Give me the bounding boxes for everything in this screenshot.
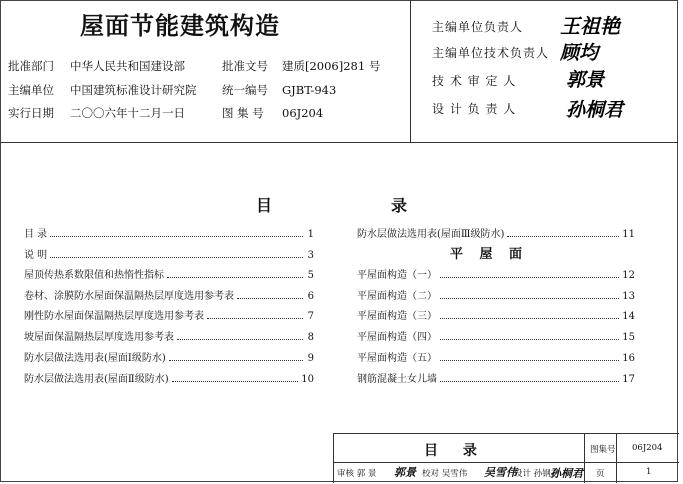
header-row-chief-unit: 主编单位 中国建筑标准设计研究院 统一编号 GJBT-943 [8, 83, 337, 97]
page-number: 1 [646, 467, 652, 477]
toc-item[interactable]: 坡屋面保温隔热层厚度选用参考表 8 [24, 332, 314, 343]
toc-item[interactable]: 目 录 1 [24, 229, 314, 240]
header-row-effective-date: 实行日期 二〇〇六年十二月一日 图 集 号 06J204 [8, 106, 324, 120]
page-label: 页 [596, 469, 605, 479]
toc-item[interactable]: 平屋面构造（一） 12 [357, 270, 635, 281]
atlas-no-value: 06J204 [632, 443, 663, 453]
checker-signature: 吴雪伟 [484, 466, 517, 479]
toc-item[interactable]: 防水层做法选用表(屋面Ⅲ级防水) 11 [357, 229, 635, 240]
toc-item[interactable]: 平屋面构造（三） 14 [357, 311, 635, 322]
reviewer-signature: 郭景 [394, 466, 416, 479]
role-technical-reviewer: 技 术 审 定 人 [432, 74, 517, 88]
toc-item[interactable]: 卷材、涂膜防水屋面保温隔热层厚度选用参考表 6 [24, 291, 314, 302]
toc-item[interactable]: 说 明 3 [24, 250, 314, 261]
signature-3: 郭景 [566, 69, 605, 91]
toc-item[interactable]: 平屋面构造（二） 13 [357, 291, 635, 302]
toc-title-right: 录 [391, 196, 410, 215]
checker-field: 校对 吴雪伟 [422, 469, 468, 479]
atlas-title: 屋面节能建筑构造 [80, 12, 280, 40]
title-block-title: 目 录 [424, 443, 487, 459]
header-info-block [0, 0, 411, 143]
reviewer-field: 审核 郭 景 [337, 469, 377, 479]
toc-item[interactable]: 钢筋混凝土女儿墙 17 [357, 374, 635, 385]
role-chief-tech-head: 主编单位技术负责人 [432, 46, 550, 60]
role-chief-unit-head: 主编单位负责人 [432, 20, 524, 34]
header-row-approval-dept: 批准部门 中华人民共和国建设部 批准文号 建质[2006]281 号 [8, 59, 381, 73]
toc-item[interactable]: 防水层做法选用表(屋面Ⅰ级防水) 9 [24, 353, 314, 364]
signature-2: 顾均 [560, 42, 599, 64]
toc-item[interactable]: 刚性防水屋面保温隔热层厚度选用参考表 7 [24, 311, 314, 322]
toc-title-left: 目 [256, 196, 275, 215]
toc-item[interactable]: 防水层做法选用表(屋面Ⅱ级防水) 10 [24, 374, 314, 385]
toc-item[interactable]: 屋顶传热系数限值和热惰性指标 5 [24, 270, 314, 281]
signature-1: 王祖艳 [560, 14, 620, 38]
toc-item[interactable]: 平屋面构造（五） 16 [357, 353, 635, 364]
atlas-no-label: 图集号 [590, 445, 616, 455]
designer-field: 设计 孙钢君 [514, 469, 560, 479]
designer-signature: 孙桐君 [550, 467, 583, 480]
title-block [333, 433, 679, 483]
section-heading-flat-roof: 平 屋 面 [450, 247, 529, 262]
role-design-head: 设 计 负 责 人 [432, 102, 517, 116]
signature-4: 孙桐君 [566, 99, 624, 121]
toc-item[interactable]: 平屋面构造（四） 15 [357, 332, 635, 343]
